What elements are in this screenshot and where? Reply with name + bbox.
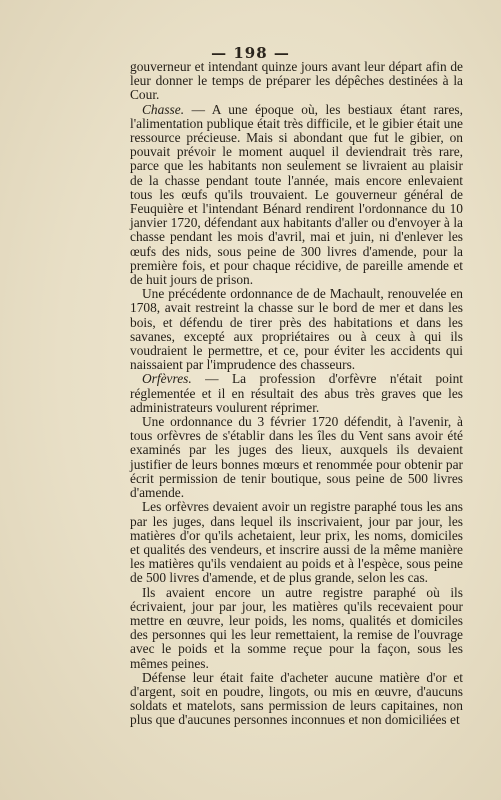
- paragraph-chasse: [130, 103, 463, 288]
- paragraph-orfevres: [130, 372, 463, 415]
- paragraph-machault: [130, 287, 463, 372]
- paragraph-text: — A une époque où, les bestiaux étant rares, l'alimentation publique était très difficile, et le gibier était une ressource précieuse. Mais si abondant que fut le gibier, on pouvait prévoir le moment auquel il deviendrait très rare, parce que les habitants non seulement se livraient au plaisir de la chasse pendant toute l'année, mais encore enlevaient tous les œufs qu'ils trouvaient. Le gouverneur général de Feuquière et l'intendant Bénard rendirent l'ordonnance du 10 janvier 1720, défendant aux habitants d'aller ou d'envoyer à la chasse pendant les mois d'avril, mai et juin, ni d'enlever les œufs des nids, sous peine de 300 livres d'amende, pour la première fois, et pour chaque récidive, de pareille amende et de huit jours de prison.: [130, 101, 463, 288]
- page-number: — 198 —: [211, 44, 290, 62]
- paragraph-text: Une ordonnance du 3 février 1720 défendit, à l'avenir, à tous orfèvres de s'établir dans les îles du Vent sans avoir été examinés par les juges des lieux, auxquels ils devaient justifier de leurs bonnes mœurs et renommée pour obtenir par écrit permission de tenir boutique, sous peine de 500 livres d'amende.: [130, 414, 463, 501]
- paragraph-text: gouverneur et intendant quinze jours avant leur départ afin de leur donner le temps de préparer les dépêches destinées à la Cour.: [130, 59, 463, 103]
- paragraph-text: Défense leur était faite d'acheter aucune matière d'or et d'argent, soit en poudre, lingots, ou mis en œuvre, d'aucuns soldats et matelots, sans permission de leurs capitaines, non plus que d'aucunes personnes inconnues et non domiciliées et: [130, 669, 463, 728]
- paragraph-continuation: [130, 60, 463, 103]
- paragraph-defense: [130, 671, 463, 728]
- paragraph-text: Une précédente ordonnance de de Machault, renouvelée en 1708, avait restreint la chasse sur le bord de mer et dans les bois, et défendu de tirer près des habitations et dans les savanes, excepté aux propriétaires ou à ceux à qui ils voudraient le permettre, et ce, pour éviter les accidents qui naissaient par l'imprudence des chasseurs.: [130, 286, 463, 373]
- paragraph-text: Ils avaient encore un autre registre paraphé où ils écrivaient, jour par jour, les matières qu'ils recevaient pour mettre en œuvre, leur poids, les noms, qualités et domiciles des personnes qui les leur remettaient, la remise de l'ouvrage avec le poids et la somme reçue pour la façon, sous les mêmes peines.: [130, 584, 463, 671]
- paragraph-registre-2: [130, 586, 463, 671]
- section-heading-chasse: Chasse.: [142, 101, 185, 117]
- body-text: [130, 60, 463, 728]
- section-heading-orfevres: Orfèvres.: [142, 371, 192, 387]
- paragraph-text: — La profession d'orfèvre n'était point réglementée et il en résultait des abus très graves que les administrateurs voulurent réprimer.: [130, 371, 463, 415]
- paragraph-registre-1: [130, 500, 463, 585]
- paragraph-ordonnance-1720: [130, 415, 463, 500]
- paragraph-text: Les orfèvres devaient avoir un registre paraphé tous les ans par les juges, dans lequel ils inscrivaient, jour par jour, les matières d'or qu'ils achetaient, leur prix, les noms, domiciles et qualités des vendeurs, et inscrire aussi de la même manière les matières qu'ils vendaient au poids et à l'espèce, sous peine de 500 livres d'amende, et de plus grande, selon les cas.: [130, 499, 463, 586]
